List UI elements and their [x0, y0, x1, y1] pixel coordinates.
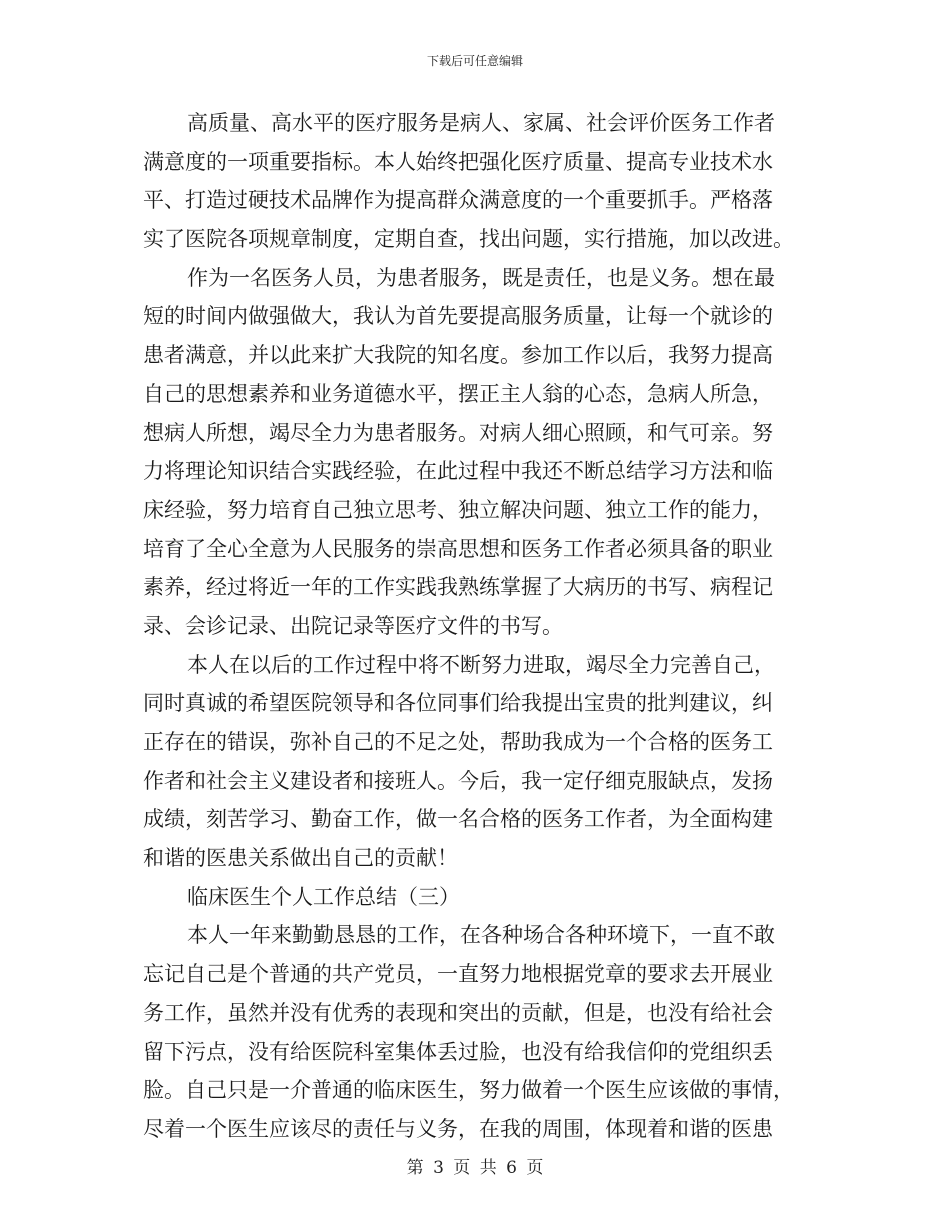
text-line: 尽着一个医生应该尽的责任与义务，在我的周围，体现着和谐的医患	[143, 1116, 773, 1141]
document-body	[143, 104, 808, 1149]
text-line: 脸。自己只是一介普通的临床医生，努力做着一个医生应该做的事情，	[143, 1078, 794, 1103]
text-line: 本人一年来勤勤恳恳的工作，在各种场合各种环境下，一直不敢	[187, 923, 775, 948]
text-line: 本人在以后的工作过程中将不断努力进取，竭尽全力完善自己，	[187, 652, 775, 677]
text-line: 和谐的医患关系做出自己的贡献！	[143, 846, 458, 871]
text-line: 自己的思想素养和业务道德水平，摆正主人翁的心态，急病人所急，	[143, 381, 773, 406]
text-line: 短的时间内做强做大，我认为首先要提高服务质量，让每一个就诊的	[143, 304, 773, 329]
text-line: 作为一名医务人员，为患者服务，既是责任，也是义务。想在最	[187, 265, 775, 290]
text-line: 录、会诊记录、出院记录等医疗文件的书写。	[143, 613, 563, 638]
page-footer: 第 3 页 共 6 页	[406, 1158, 544, 1178]
text-line: 力将理论知识结合实践经验，在此过程中我还不断总结学习方法和临	[143, 459, 773, 484]
text-line: 高质量、高水平的医疗服务是病人、家属、社会评价医务工作者	[187, 111, 775, 135]
text-line: 患者满意，并以此来扩大我院的知名度。参加工作以后，我努力提高	[143, 343, 773, 368]
text-line: 留下污点，没有给医院科室集体丢过脸，也没有给我信仰的党组织丢	[143, 1039, 773, 1064]
text-line: 正存在的错误，弥补自己的不足之处，帮助我成为一个合格的医务工	[143, 730, 773, 754]
text-line: 满意度的一项重要指标。本人始终把强化医疗质量、提高专业技术水	[143, 149, 773, 174]
text-line: 作者和社会主义建设者和接班人。今后，我一定仔细克服缺点，发扬	[143, 768, 773, 793]
text-line: 床经验，努力培育自己独立思考、独立解决问题、独立工作的能力，	[143, 497, 773, 522]
text-line: 务工作，虽然并没有优秀的表现和突出的贡献，但是，也没有给社会	[143, 1000, 773, 1025]
text-line: 平、打造过硬技术品牌作为提高群众满意度的一个重要抓手。严格落	[143, 188, 773, 213]
text-line: 成绩，刻苦学习、勤奋工作，做一名合格的医务工作者，为全面构建	[143, 807, 773, 832]
text-line: 想病人所想，竭尽全力为患者服务。对病人细心照顾，和气可亲。努	[143, 420, 773, 445]
text-line: 素养，经过将近一年的工作实践我熟练掌握了大病历的书写、病程记	[143, 575, 773, 600]
text-line: 培育了全心全意为人民服务的崇高思想和医务工作者必须具备的职业	[143, 536, 773, 561]
text-line: 临床医生个人工作总结（三）	[187, 884, 460, 909]
text-line: 忘记自己是个普通的共产党员，一直努力地根据党章的要求去开展业	[143, 962, 773, 987]
text-line: 实了医院各项规章制度，定期自查，找出问题，实行措施，加以改进。	[143, 227, 794, 252]
text-line: 同时真诚的希望医院领导和各位同事们给我提出宝贵的批判建议，纠	[143, 691, 773, 716]
page-header: 下载后可任意编辑	[426, 54, 523, 68]
